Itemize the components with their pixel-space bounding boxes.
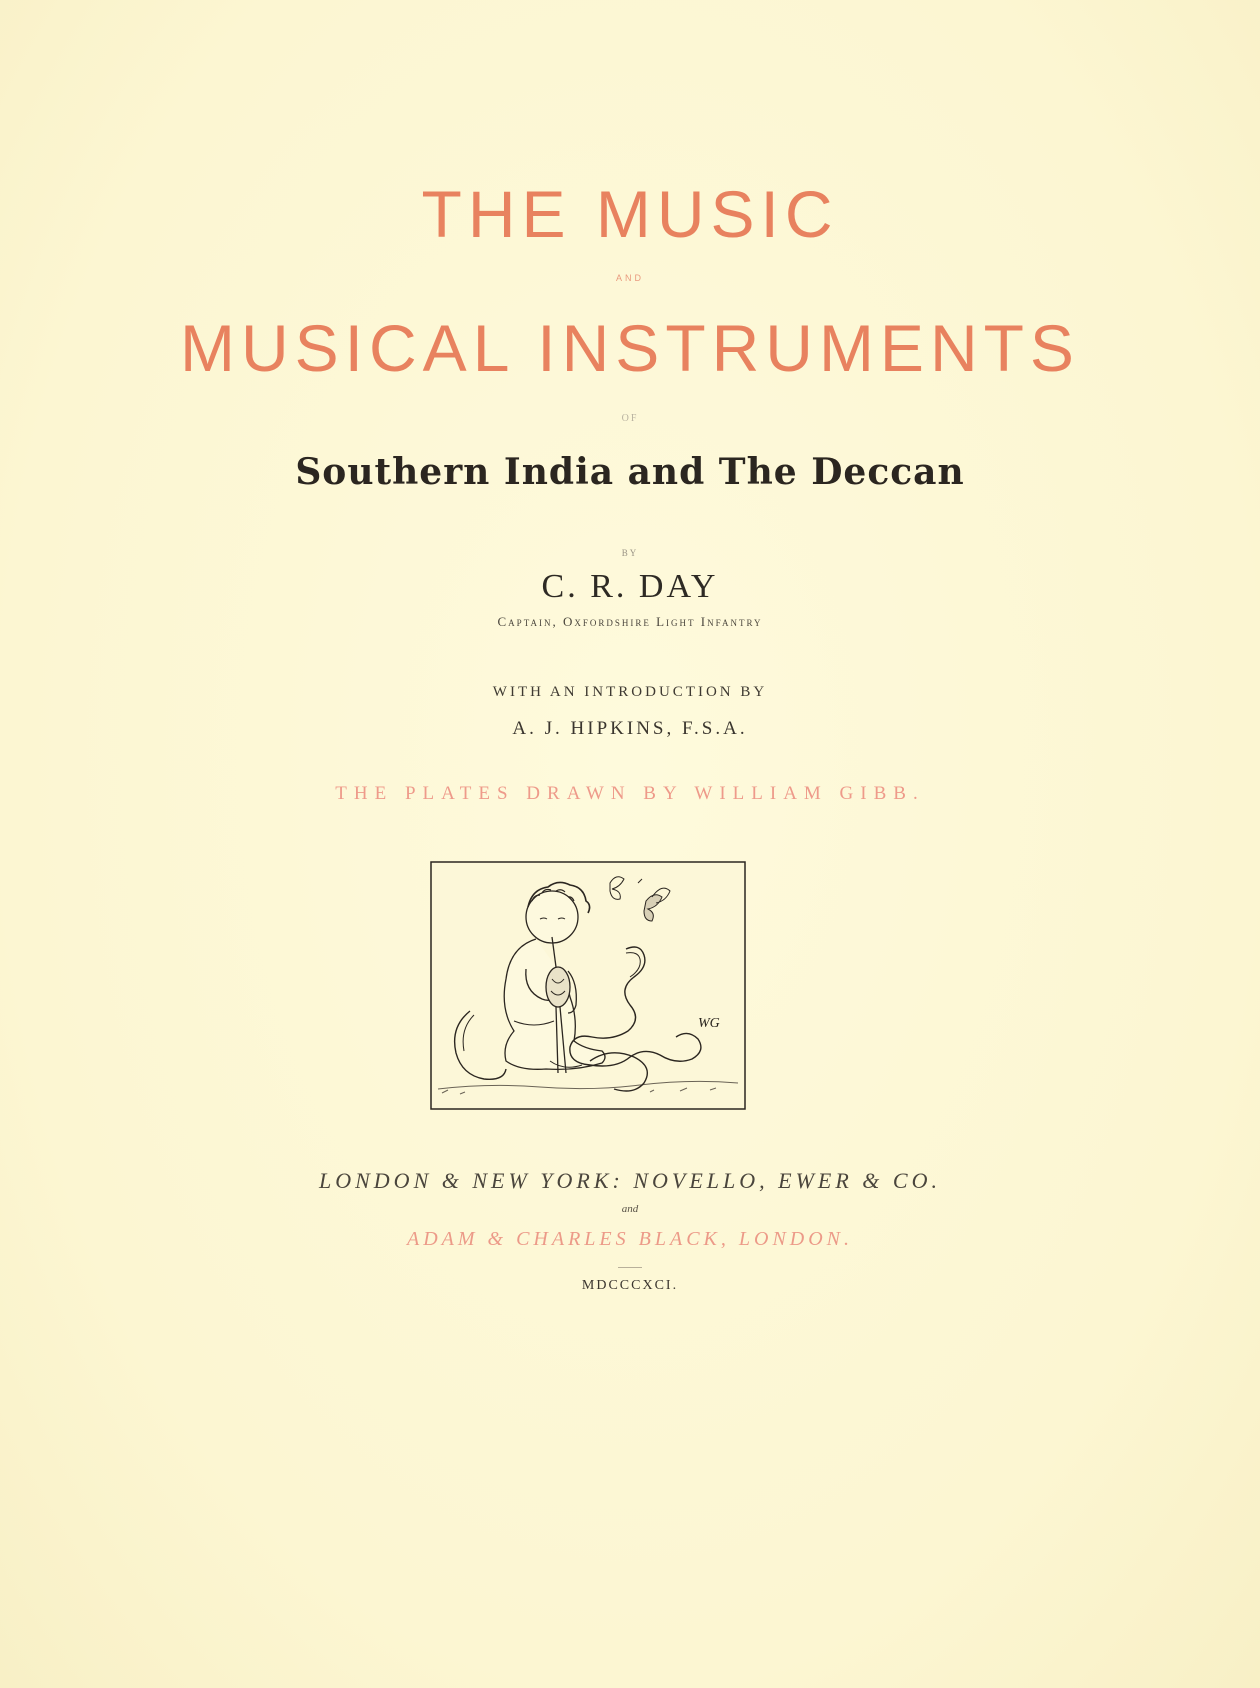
author-name: C. R. DAY bbox=[541, 568, 719, 605]
plates-credit: THE PLATES DRAWN BY WILLIAM GIBB. bbox=[335, 783, 925, 804]
illustration-frame bbox=[431, 862, 745, 1109]
publisher-line: LONDON & NEW YORK: NOVELLO, EWER & CO. bbox=[319, 1168, 941, 1193]
title-line-1: THE MUSIC bbox=[421, 177, 839, 251]
illustrator-monogram: WG bbox=[698, 1016, 720, 1031]
title-line-2: MUSICAL INSTRUMENTS bbox=[180, 311, 1080, 385]
by-label: BY bbox=[621, 548, 639, 558]
introduction-author: A. J. HIPKINS, F.S.A. bbox=[512, 718, 748, 739]
conjunction-of: OF bbox=[621, 413, 639, 424]
publisher-line-2: ADAM & CHARLES BLACK, LONDON. bbox=[406, 1228, 854, 1250]
divider-rule bbox=[618, 1267, 642, 1268]
subtitle: Southern India and The Deccan bbox=[295, 451, 965, 493]
author-title: Captain, Oxfordshire Light Infantry bbox=[497, 614, 763, 629]
conjunction-and: AND bbox=[615, 273, 644, 283]
cherub-snake-charmer-illustration bbox=[430, 861, 746, 1110]
introduction-line: WITH AN INTRODUCTION BY bbox=[492, 684, 768, 700]
and-line: and bbox=[621, 1203, 639, 1215]
publication-year: MDCCCXCI. bbox=[581, 1278, 679, 1293]
